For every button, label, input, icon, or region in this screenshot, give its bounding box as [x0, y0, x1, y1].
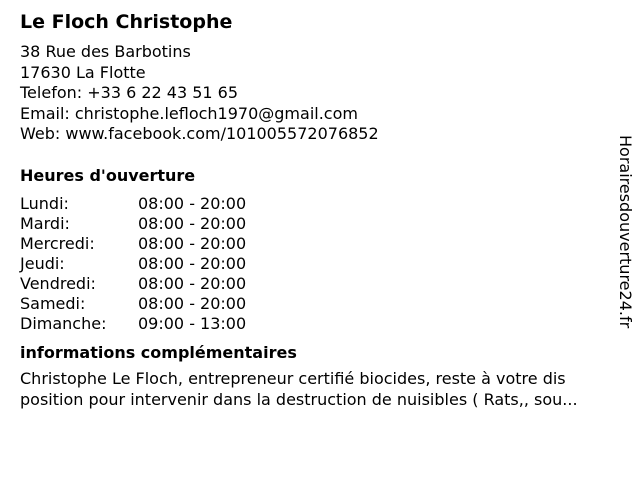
hours-day: Dimanche:: [20, 313, 107, 333]
email-line: Email: christophe.lefloch1970@gmail.com: [20, 103, 358, 123]
info-description: [20, 368, 628, 410]
hours-row: [20, 294, 246, 314]
hours-table: [20, 194, 246, 334]
hours-day: Lundi:: [20, 193, 69, 213]
hours-row: [20, 274, 246, 294]
hours-row: [20, 254, 246, 274]
info-description-line: position pour intervenir dans la destruction de nuisibles ( Rats,, sou...: [20, 389, 578, 409]
business-name: Le Floch Christophe: [20, 11, 233, 33]
address-city: 17630 La Flotte: [20, 62, 146, 82]
web-line: Web: www.facebook.com/101005572076852: [20, 124, 379, 143]
hours-day: Samedi:: [20, 293, 86, 313]
hours-row: [20, 314, 246, 334]
hours-day: Jeudi:: [20, 253, 65, 273]
watermark-text: Horairesdouverture24.fr: [616, 135, 635, 329]
hours-time: 08:00 - 20:00: [138, 293, 247, 313]
hours-time: 08:00 - 20:00: [138, 273, 247, 293]
info-description-line: Christophe Le Floch, entrepreneur certifié biocides, reste à votre dis: [20, 368, 566, 388]
hours-row: [20, 214, 246, 234]
info-heading: informations complémentaires: [20, 342, 297, 362]
hours-time: 08:00 - 20:00: [138, 233, 247, 253]
hours-day: Mercredi:: [20, 233, 95, 253]
business-card: [20, 8, 620, 410]
hours-time: 08:00 - 20:00: [138, 213, 247, 233]
hours-heading: Heures d'ouverture: [20, 165, 196, 185]
hours-time: 09:00 - 13:00: [138, 313, 247, 333]
hours-day: Vendredi:: [20, 273, 96, 293]
address-street: 38 Rue des Barbotins: [20, 42, 191, 61]
hours-day: Mardi:: [20, 213, 70, 233]
hours-row: [20, 194, 246, 214]
hours-time: 08:00 - 20:00: [138, 193, 247, 213]
phone-line: Telefon: +33 6 22 43 51 65: [20, 83, 239, 102]
hours-time: 08:00 - 20:00: [138, 253, 247, 273]
hours-row: [20, 234, 246, 254]
